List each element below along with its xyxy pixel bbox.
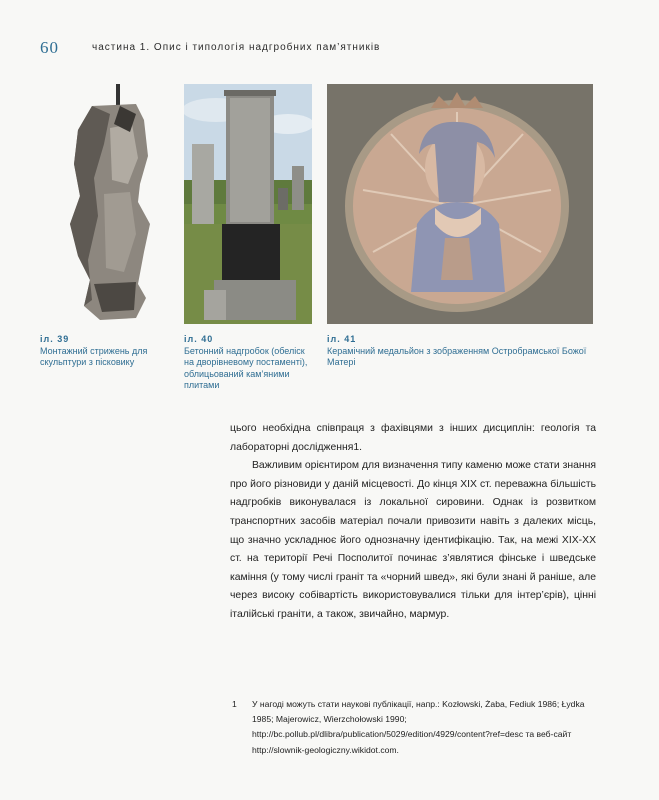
footnote-text: У нагоді можуть стати наукові публікації, напр.: Kozłowski, Żaba, Fediuk 1986; Łydka 1985; Majerowicz, Wierzchołowski 1990; http://bc.pollub.pl/dlibra/publication/5029/edition/4929/content?ref=desc та веб-сайт http://slownik-geologiczny.wikidot.com. bbox=[252, 699, 585, 755]
figure-39 bbox=[40, 84, 172, 369]
footnote-number: 1 bbox=[232, 699, 237, 709]
body-text bbox=[230, 420, 596, 625]
figure-41-caption: Керамічний медальйон з зображенням Остробрамської Божої Матері bbox=[327, 345, 587, 367]
sculpture-photo bbox=[40, 84, 172, 324]
figure-40 bbox=[184, 84, 312, 392]
paragraph-1 bbox=[230, 420, 596, 457]
medallion-photo bbox=[327, 84, 593, 324]
footnote-ref[interactable]: 1 bbox=[353, 441, 360, 453]
paragraph-2: Важливим орієнтиром для визначення типу каменю може стати знання про його різновиди у даній місцевості. До кінця XIX ст. переважна більшість надгробків виконувалася із локальної сировини. Однак із розвитком транспортних засобів матеріал почали привозити навіть з далеких місць, що значно ускладнює його однозначну ідентифікацію. Так, на межі XIX-XX ст. на території Речі Посполитої починає з’являтися фінське і шведське каміння (у тому числі граніт та «чорний швед», які були знані й раніше, але через високу собівартість використовувалися тільки для інтер’єрів), цінні італійські граніти, а також, звичайно, мармур. bbox=[230, 460, 596, 620]
figure-41 bbox=[327, 84, 593, 369]
figure-40-caption: Бетонний надгробок (обеліск на дворівневому постаменті), облицьований кам’яними плитами bbox=[184, 345, 308, 390]
gravestone-photo bbox=[184, 84, 312, 324]
footnote bbox=[232, 697, 602, 758]
paragraph-1-period: . bbox=[359, 441, 363, 453]
paragraph-1-text: цього необхідна співпраця з фахівцями з інших дисциплін: геологія та лабораторні дослідження bbox=[230, 423, 596, 453]
figure-39-label: іл. 39 bbox=[40, 334, 70, 344]
figure-41-label: іл. 41 bbox=[327, 334, 357, 344]
running-head: частина 1. Опис і типологія надгробних пам’ятників bbox=[92, 42, 381, 53]
page-number: 60 bbox=[40, 38, 59, 57]
figure-40-label: іл. 40 bbox=[184, 334, 214, 344]
figure-39-caption: Монтажний стрижень для скульптури з пісковику bbox=[40, 345, 148, 367]
